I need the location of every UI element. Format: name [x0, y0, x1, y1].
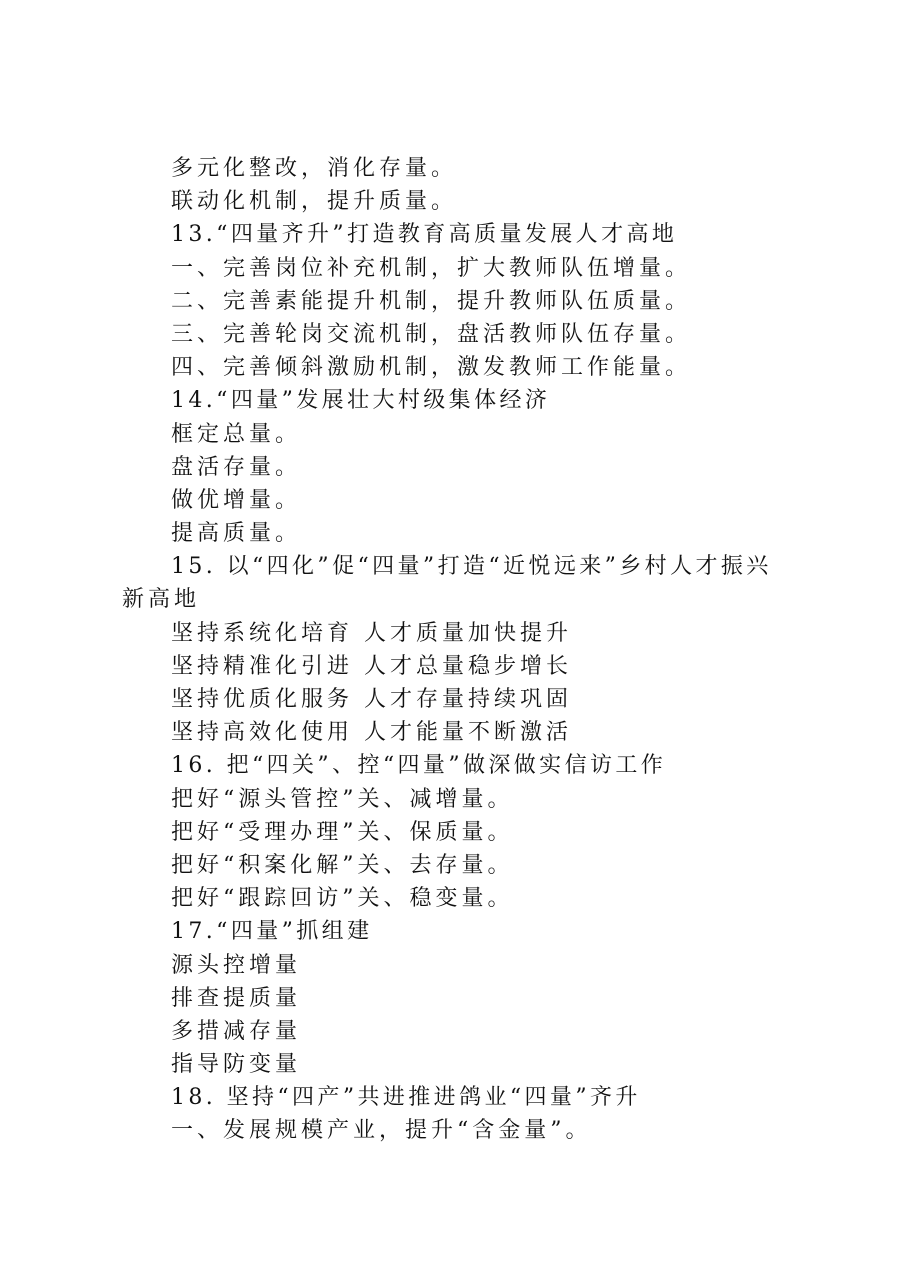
- document-body: [122, 152, 812, 1148]
- text-line: 联动化机制，提升质量。: [171, 189, 458, 215]
- text-line: 把好“受理办理”关、保质量。: [171, 819, 514, 845]
- section-heading: 16. 把“四关”、控“四量”做深做实信访工作: [171, 753, 667, 779]
- text-line: 把好“积案化解”关、去存量。: [171, 852, 514, 878]
- text-line: 盘活存量。: [171, 454, 302, 480]
- text-line: 源头控增量: [171, 952, 302, 978]
- section-heading: 17.“四量”抓组建: [171, 919, 373, 945]
- text-line: 三、完善轮岗交流机制，盘活教师队伍存量。: [171, 321, 692, 347]
- text-line: 四、完善倾斜激励机制，激发教师工作能量。: [171, 355, 692, 381]
- text-line: 坚持优质化服务 人才存量持续巩固: [171, 687, 572, 712]
- text-line: 多元化整改，消化存量。: [171, 156, 458, 181]
- text-line: 多措减存量: [171, 1018, 302, 1044]
- text-line: 一、发展规模产业，提升“含金量”。: [171, 1118, 592, 1144]
- text-line: 坚持精准化引进 人才总量稳步增长: [171, 653, 572, 679]
- section-heading: 18. 坚持“四产”共进推进鸽业“四量”齐升: [171, 1085, 641, 1111]
- text-line: 二、完善素能提升机制，提升教师队伍质量。: [171, 288, 692, 314]
- text-line: 坚持高效化使用 人才能量不断激活: [171, 720, 572, 746]
- text-line: 坚持系统化培育 人才质量加快提升: [171, 620, 572, 646]
- text-line: 做优增量。: [171, 487, 302, 513]
- text-line: 把好“跟踪回访”关、稳变量。: [171, 886, 514, 912]
- text-line: 一、完善岗位补充机制，扩大教师队伍增量。: [171, 255, 692, 281]
- text-line: 指导防变量: [171, 1052, 302, 1078]
- text-line: 把好“源头管控”关、减增量。: [171, 786, 514, 812]
- text-line: 提高质量。: [171, 521, 302, 547]
- section-heading-continuation: 新高地: [122, 587, 201, 613]
- section-heading: 14.“四量”发展壮大村级集体经济: [171, 388, 551, 414]
- text-line: 框定总量。: [171, 421, 302, 447]
- text-line: 排查提质量: [171, 985, 302, 1011]
- section-heading: 13.“四量齐升”打造教育高质量发展人才高地: [171, 222, 678, 248]
- section-heading: 15. 以“四化”促“四量”打造“近悦远来”乡村人才振兴: [171, 554, 772, 580]
